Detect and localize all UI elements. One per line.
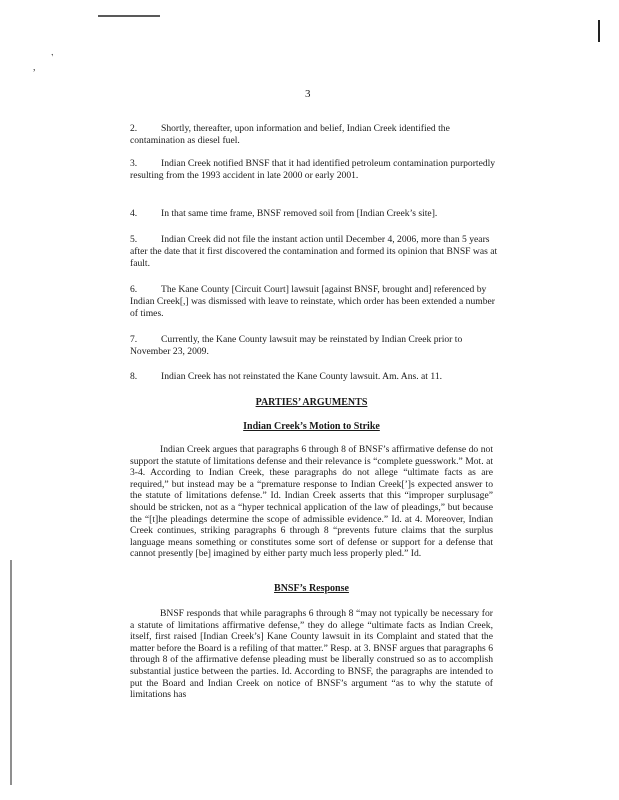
paragraph-text: Indian Creek did not file the instant action until December 4, 2006, more than 5 years after the date that it first discovered the contamination and formed its opinion that BNSF was at fault.	[130, 234, 498, 269]
paragraph-number: 2.	[130, 123, 138, 134]
response-body-paragraph: BNSF responds that while paragraphs 6 through 8 “may not typically be necessary for a statute of limitations affirmative defense,” they do allege “ultimate facts as Indian Creek, itself, first raised [Indian Creek’s] Kane County lawsuit in its Complaint and stated that the matter before the Board is a refiling of that matter.” Resp. at 3. BNSF argues that paragraphs 6 through 8 of the affirmative defense pleading must be liberally construed so as to accomplish substantial justice between the parties. Id. According to BNSF, the paragraphs are intended to put the Board and Indian Creek on notice of BNSF’s argument “as to why the statute of limitations has	[130, 608, 493, 701]
finding-paragraph	[130, 371, 500, 383]
finding-paragraph	[130, 208, 500, 220]
paragraph-number: 4.	[130, 208, 138, 219]
paragraph-text: Shortly, thereafter, upon information and belief, Indian Creek identified the contamination as diesel fuel.	[130, 123, 450, 146]
paragraph-number: 8.	[130, 371, 138, 382]
paragraph-number: 3.	[130, 158, 138, 169]
finding-paragraph	[130, 234, 500, 270]
finding-paragraph	[130, 334, 500, 358]
paragraph-text: Indian Creek has not reinstated the Kane County lawsuit. Am. Ans. at 11.	[161, 371, 443, 382]
paragraph-number: 6.	[130, 284, 138, 295]
page-number: 3	[305, 88, 311, 100]
paragraph-text: Indian Creek notified BNSF that it had identified petroleum contamination purportedly resulting from the 1993 accident in late 2000 or early 2001.	[130, 158, 496, 181]
scan-artifact-right	[598, 20, 600, 42]
paragraph-number: 5.	[130, 234, 138, 245]
finding-paragraph	[130, 284, 500, 320]
paragraph-text: Currently, the Kane County lawsuit may be reinstated by Indian Creek prior to November 23, 2009.	[130, 334, 463, 357]
paragraph-text: In that same time frame, BNSF removed soil from [Indian Creek’s site].	[161, 208, 438, 219]
motion-body-paragraph: Indian Creek argues that paragraphs 6 through 8 of BNSF’s affirmative defense do not support the statute of limitations defense and their relevance is “complete guesswork.” Mot. at 3-4. According to Indian Creek, these paragraphs do not allege “ultimate facts as are required,” but instead may be a “premature response to Indian Creek[’]s expected answer to the statute of limitations defense.” Id. Indian Creek asserts that this “improper surplusage” should be stricken, not as a “hyper technical application of the law of pleadings,” but because the “[t]he pleadings determine the scope of admissible evidence.” Id. at 4. Moreover, Indian Creek continues, striking paragraphs 6 through 8 “prevents future claims that the surplus language means something or constitutes some sort of defense or support for a defense that cannot presently [be] imagined by either party much less properly pled.” Id.	[130, 444, 493, 560]
section-heading: PARTIES’ ARGUMENTS	[255, 397, 368, 408]
finding-paragraph	[130, 158, 500, 182]
paragraph-number: 7.	[130, 334, 138, 345]
scan-artifact-top	[98, 15, 160, 17]
stray-mark: ,	[33, 62, 36, 73]
response-heading: BNSF’s Response	[274, 583, 349, 594]
scan-artifact-left	[10, 560, 12, 785]
stray-mark: ,	[47, 46, 55, 58]
paragraph-text: The Kane County [Circuit Court] lawsuit [against BNSF, brought and] referenced by Indian Creek[,] was dismissed with leave to reinstate, which order has been extended a number of times.	[130, 284, 495, 319]
motion-heading: Indian Creek’s Motion to Strike	[243, 421, 380, 432]
finding-paragraph	[130, 123, 500, 147]
